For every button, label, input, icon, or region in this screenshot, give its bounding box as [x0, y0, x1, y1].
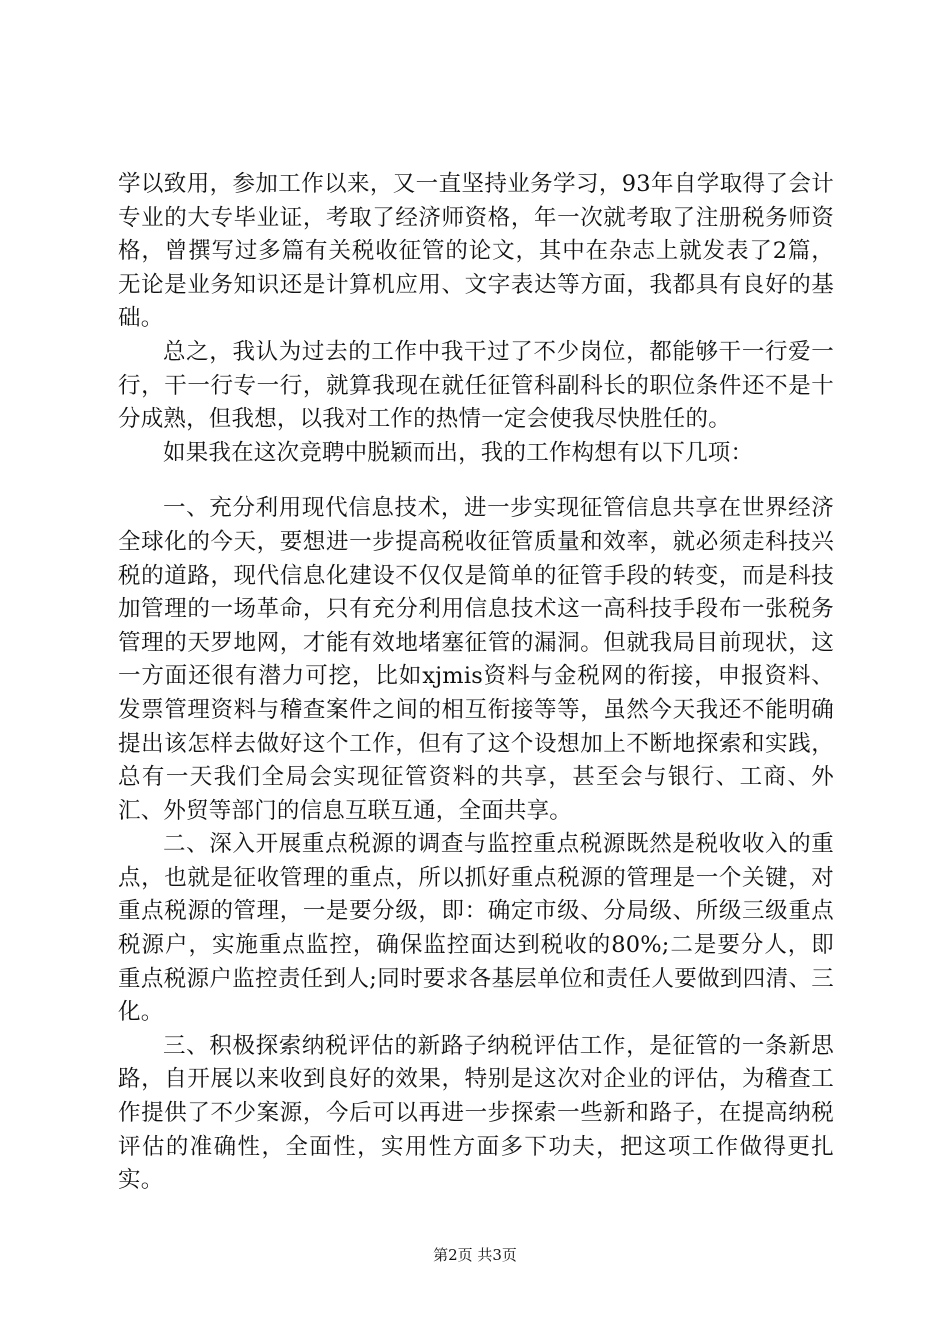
page-number: 第2页 共3页 — [433, 1246, 517, 1264]
page-footer — [0, 1245, 950, 1265]
paragraph-work-plan-intro: 如果我在这次竞聘中脱颖而出，我的工作构想有以下几项： — [163, 439, 754, 466]
paragraph-continuation: 学以致用，参加工作以来，又一直坚持业务学习，93年自学取得了会计专业的大专毕业证，考取了经济师资格，年一次就考取了注册税务师资格，曾撰写过多篇有关税收征管的论文，其中在杂志上就发表了2篇，无论是业务知识还是计算机应用、文字表达等方面，我都具有良好的基础。 — [118, 171, 834, 332]
paragraph-plan-item-1: 一、充分利用现代信息技术，进一步实现征管信息共享在世界经济全球化的今天，要想进一步提高税收征管质量和效率，就必须走科技兴税的道路，现代信息化建设不仅仅是简单的征管手段的转变，而是科技加管理的一场革命，只有充分利用信息技术这一高科技手段布一张税务管理的天罗地网，才能有效地堵塞征管的漏洞。但就我局目前现状，这一方面还很有潜力可挖，比如xjmis资料与金税网的衔接，申报资料、发票管理资料与稽查案件之间的相互衔接等等，虽然今天我还不能明确提出该怎样去做好这个工作，但有了这个设想加上不断地探索和实践，总有一天我们全局会实现征管资料的共享，甚至会与银行、工商、外汇、外贸等部门的信息互联互通，全面共享。 — [118, 495, 834, 824]
paragraph-plan-item-3: 三、积极探索纳税评估的新路子纳税评估工作，是征管的一条新思路，自开展以来收到良好的效果，特别是这次对企业的评估，为稽查工作提供了不少案源，今后可以再进一步探索一些新和路子，在提高纳税评估的准确性，全面性，实用性方面多下功夫，把这项工作做得更扎实。 — [118, 1032, 834, 1194]
document-body — [118, 168, 834, 1198]
paragraph-summary: 总之，我认为过去的工作中我干过了不少岗位，都能够干一行爱一行，干一行专一行，就算我现在就任征管科副科长的职位条件还不是十分成熟，但我想，以我对工作的热情一定会使我尽快胜任的。 — [118, 338, 834, 433]
paragraph-plan-item-2: 二、深入开展重点税源的调查与监控重点税源既然是税收收入的重点，也就是征收管理的重点，所以抓好重点税源的管理是一个关键，对重点税源的管理，一是要分级，即：确定市级、分局级、所级三级重点税源户，实施重点监控，确保监控面达到税收的80%;二是要分人，即重点税源户监控责任到人;同时要求各基层单位和责任人要做到四清、三化。 — [118, 831, 834, 1026]
